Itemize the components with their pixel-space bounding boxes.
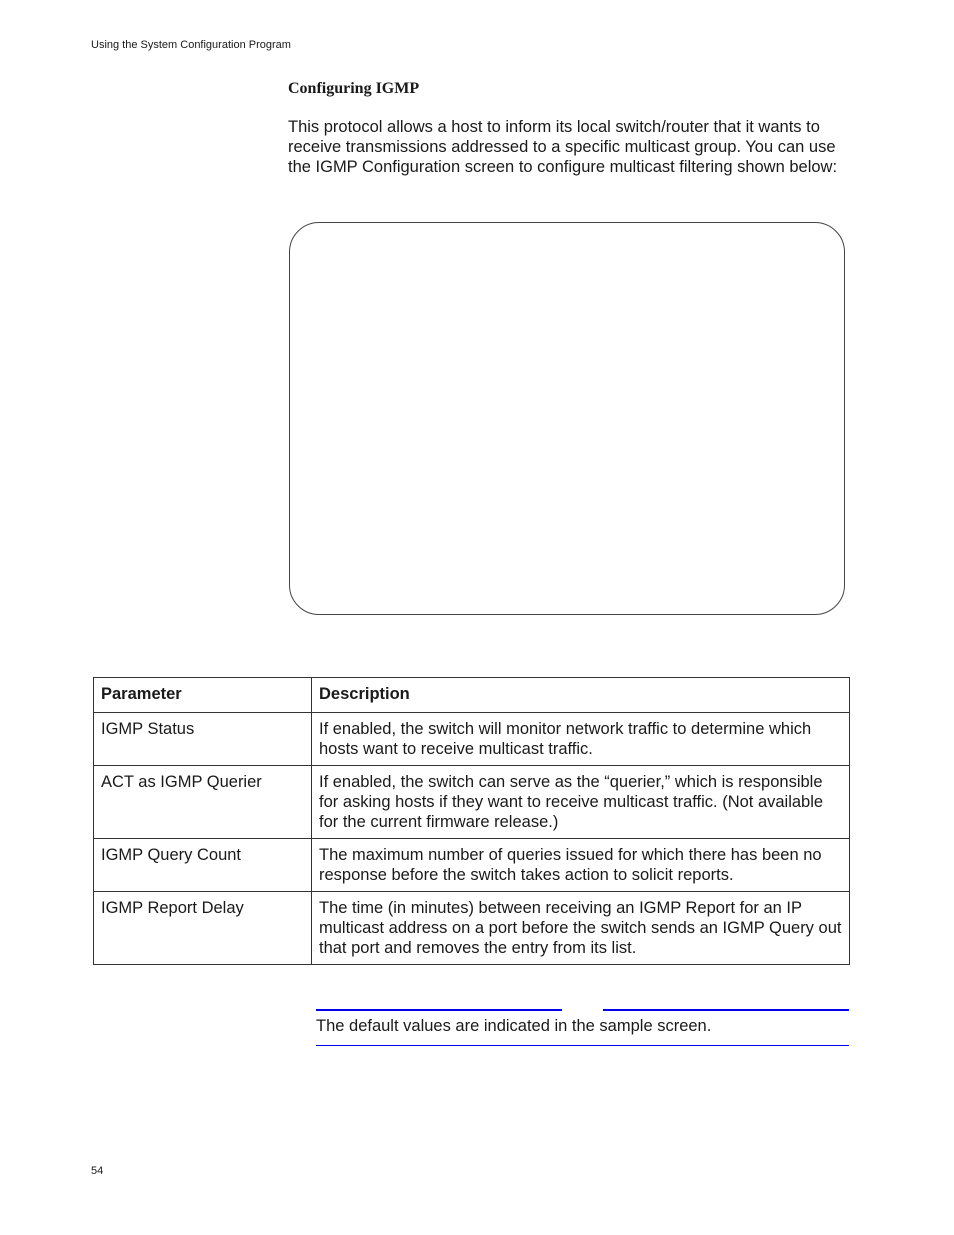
intro-paragraph: This protocol allows a host to inform its local switch/router that it wants to receive transmissions addressed to a specific multicast group. You can use the IGMP Configuration screen to configure multicast filtering shown below: — [288, 118, 838, 176]
note-text: The default values are indicated in the sample screen. — [316, 1017, 712, 1035]
note-top-rule-left — [316, 1009, 562, 1011]
param-cell: IGMP Query Count — [94, 839, 312, 892]
column-header: Description — [312, 678, 850, 713]
table-row — [94, 766, 850, 839]
screen-image-frame — [289, 222, 845, 615]
page-number: 54 — [91, 1165, 104, 1177]
desc-cell: If enabled, the switch will monitor network traffic to determine which hosts want to receive multicast traffic. — [312, 713, 850, 766]
column-header: Parameter — [94, 678, 312, 713]
section-title: Configuring IGMP — [288, 80, 420, 97]
param-cell: IGMP Status — [94, 713, 312, 766]
table-row — [94, 892, 850, 965]
param-cell: ACT as IGMP Querier — [94, 766, 312, 839]
desc-cell: The time (in minutes) between receiving an IGMP Report for an IP multicast address on a port before the switch sends an IGMP Query out that port and removes the entry from its list. — [312, 892, 850, 965]
note-bottom-rule — [316, 1045, 849, 1046]
desc-cell: If enabled, the switch can serve as the “querier,” which is responsible for asking hosts if they want to receive multicast traffic. (Not available for the current firmware release.) — [312, 766, 850, 839]
desc-cell: The maximum number of queries issued for which there has been no response before the switch takes action to solicit reports. — [312, 839, 850, 892]
table-row — [94, 839, 850, 892]
param-cell: IGMP Report Delay — [94, 892, 312, 965]
running-header: Using the System Configuration Program — [91, 39, 291, 51]
table-header-row — [94, 678, 850, 713]
note-top-rule-right — [603, 1009, 849, 1011]
table-row — [94, 713, 850, 766]
parameter-table — [93, 677, 850, 965]
